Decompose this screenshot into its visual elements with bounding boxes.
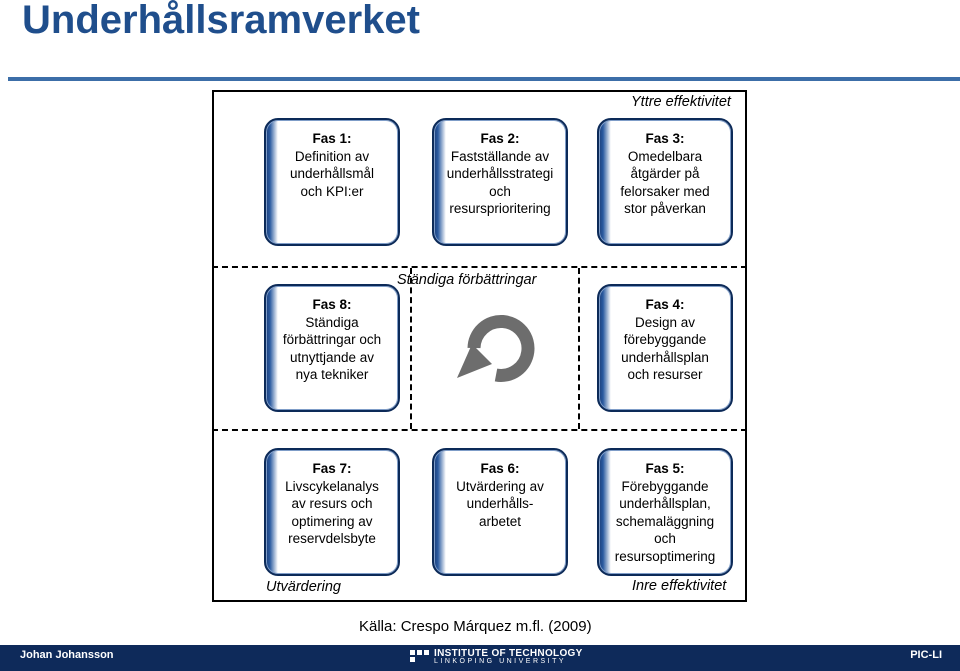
phase-5-line: och <box>654 531 676 546</box>
phase-8-line: nya tekniker <box>295 367 369 382</box>
phase-1-line: Definition av <box>294 148 370 164</box>
phase-1-line: och KPI:er <box>300 183 364 199</box>
label-continuous-improvement: Ständiga förbättringar <box>397 272 537 288</box>
phase-3-line: Omedelbara <box>627 148 703 164</box>
phase-4-line: och resurser <box>627 367 703 382</box>
phase-box-4 <box>597 284 733 412</box>
phase-3-line: åtgärder på <box>630 166 700 181</box>
dashed-divider-top <box>212 266 747 268</box>
dashed-divider-left <box>410 268 412 429</box>
phase-1-heading: Fas 1: <box>312 131 352 146</box>
phase-5-line: Förebyggande <box>621 478 709 494</box>
phase-3-heading: Fas 3: <box>645 131 685 146</box>
phase-box-6 <box>432 448 568 576</box>
phase-6-line: arbetet <box>478 513 522 529</box>
institute-logo-text <box>434 648 584 665</box>
label-outer-effectiveness: Yttre effektivitet <box>631 94 731 110</box>
phase-8-heading: Fas 8: <box>312 297 352 312</box>
phase-box-2 <box>432 118 568 246</box>
phase-6-line: Utvärdering av <box>456 478 544 494</box>
phase-2-line: resursprioritering <box>449 201 551 216</box>
phase-3-line: felorsaker med <box>620 183 710 199</box>
institute-name: INSTITUTE OF TECHNOLOGY <box>434 648 583 659</box>
university-name: LINKÖPING UNIVERSITY <box>434 658 567 665</box>
phase-box-7 <box>264 448 400 576</box>
phase-4-line: underhållsplan <box>621 349 709 365</box>
phase-7-line: optimering av <box>291 513 373 529</box>
phase-7-heading: Fas 7: <box>312 461 352 476</box>
phase-4-line: förebyggande <box>623 332 707 347</box>
phase-5-line: underhållsplan, <box>619 496 711 511</box>
phase-8-line: Ständiga <box>305 314 359 330</box>
phase-3-line: stor påverkan <box>624 201 706 216</box>
liu-logo-icon <box>410 650 430 662</box>
phase-6-line: underhålls- <box>466 496 534 511</box>
footer-code: PIC-LI <box>910 649 942 661</box>
phase-4-heading: Fas 4: <box>645 297 685 312</box>
phase-box-5 <box>597 448 733 576</box>
dashed-divider-right <box>578 268 580 429</box>
label-evaluation: Utvärdering <box>266 579 341 595</box>
phase-1-line: underhållsmål <box>289 166 375 181</box>
phase-7-line: reservdelsbyte <box>288 531 376 546</box>
phase-7-line: Livscykelanalys <box>285 478 379 494</box>
phase-5-heading: Fas 5: <box>645 461 685 476</box>
label-inner-effectiveness: Inre effektivitet <box>632 578 727 594</box>
phase-box-1 <box>264 118 400 246</box>
page-title: Underhållsramverket <box>22 0 420 42</box>
title-divider <box>8 77 960 81</box>
phase-2-line: Fastställande av <box>450 148 550 164</box>
phase-2-line: och <box>489 183 511 199</box>
cycle-arrow-icon <box>452 304 548 388</box>
footer-author: Johan Johansson <box>20 649 114 661</box>
source-citation: Källa: Crespo Márquez m.fl. (2009) <box>359 618 592 635</box>
phase-box-3 <box>597 118 733 246</box>
phase-8-line: utnyttjande av <box>289 349 375 365</box>
dashed-divider-bottom <box>212 429 747 431</box>
phase-2-heading: Fas 2: <box>480 131 520 146</box>
phase-5-line: resursoptimering <box>614 548 716 564</box>
phase-2-line: underhållsstrategi <box>446 166 554 181</box>
phase-7-line: av resurs och <box>291 496 373 511</box>
phase-8-line: förbättringar och <box>282 332 382 347</box>
phase-6-heading: Fas 6: <box>480 461 520 476</box>
phase-box-8 <box>264 284 400 412</box>
phase-4-line: Design av <box>634 314 696 330</box>
phase-5-line: schemaläggning <box>615 513 715 529</box>
